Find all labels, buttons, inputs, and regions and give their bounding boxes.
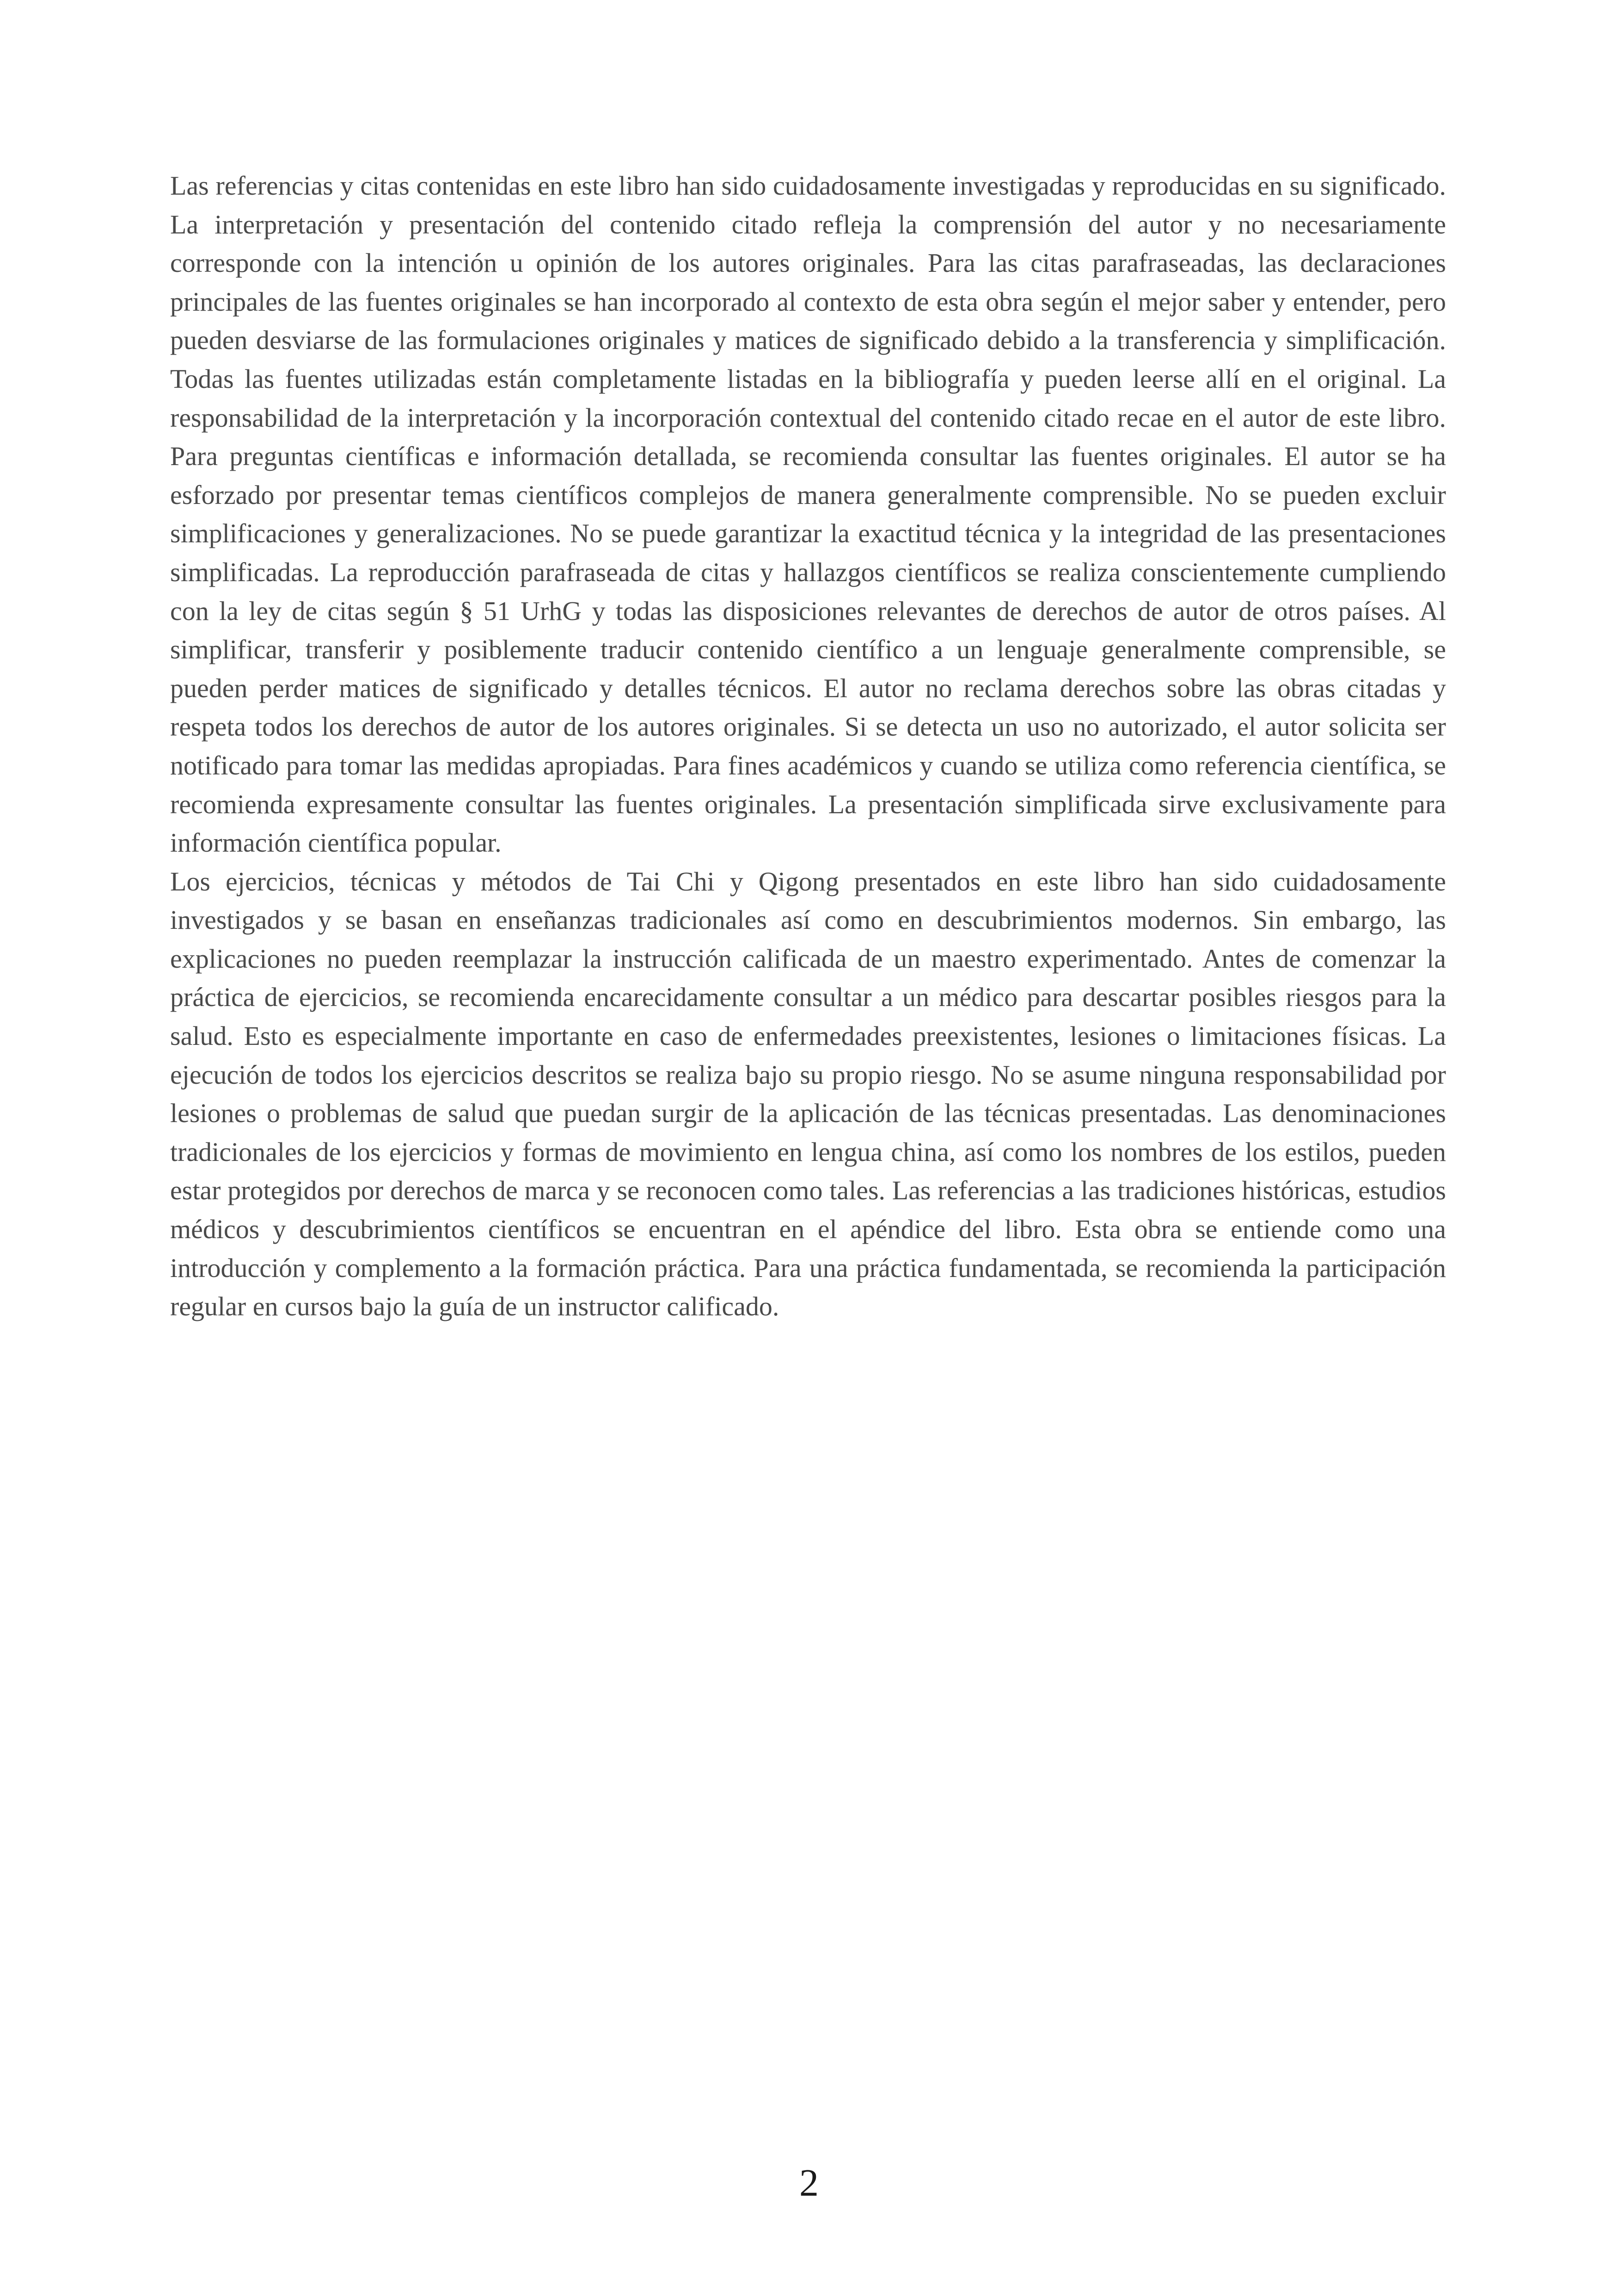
body-text <box>170 166 1446 1326</box>
paragraph-citation-disclaimer: Las referencias y citas contenidas en este libro han sido cuidadosamente investigadas y reproducidas en su significado. La interpretación y presentación del contenido citado refleja la comprensión del autor y no necesariamente corresponde con la intención u opinión de los autores originales. Para las citas parafraseadas, las declaraciones principales de las fuentes originales se han incorporado al contexto de esta obra según el mejor saber y entender, pero pueden desviarse de las formulaciones originales y matices de significado debido a la transferencia y simplificación. Todas las fuentes utilizadas están completamente listadas en la bibliografía y pueden leerse allí en el original. La responsabilidad de la interpretación y la incorporación contextual del contenido citado recae en el autor de este libro. Para preguntas científicas e información detallada, se recomienda consultar las fuentes originales. El autor se ha esforzado por presentar temas científicos complejos de manera generalmente comprensible. No se pueden excluir simplificaciones y generalizaciones. No se puede garantizar la exactitud técnica y la integridad de las presentaciones simplificadas. La reproducción parafraseada de citas y hallazgos científicos se realiza conscientemente cumpliendo con la ley de citas según § 51 UrhG y todas las disposiciones relevantes de derechos de autor de otros países. Al simplificar, transferir y posiblemente traducir contenido científico a un lenguaje generalmente comprensible, se pueden perder matices de significado y detalles técnicos. El autor no reclama derechos sobre las obras citadas y respeta todos los derechos de autor de los autores originales. Si se detecta un uso no autorizado, el autor solicita ser notificado para tomar las medidas apropiadas. Para fines académicos y cuando se utiliza como referencia científica, se recomienda expresamente consultar las fuentes originales. La presentación simplificada sirve exclusivamente para información científica popular. <box>170 171 1446 858</box>
page-number: 2 <box>799 2161 819 2204</box>
paragraph-exercise-disclaimer: Los ejercicios, técnicas y métodos de Tai Chi y Qigong presentados en este libro han sido cuidadosamente investigados y se basan en enseñanzas tradicionales así como en descubrimientos modernos. Sin embargo, las explicaciones no pueden reemplazar la instrucción calificada de un maestro experimentado. Antes de comenzar la práctica de ejercicios, se recomienda encarecidamente consultar a un médico para descartar posibles riesgos para la salud. Esto es especialmente importante en caso de enfermedades preexistentes, lesiones o limitaciones físicas. La ejecución de todos los ejercicios descritos se realiza bajo su propio riesgo. No se asume ninguna responsabilidad por lesiones o problemas de salud que puedan surgir de la aplicación de las técnicas presentadas. Las denominaciones tradicionales de los ejercicios y formas de movimiento en lengua china, así como los nombres de los estilos, pueden estar protegidos por derechos de marca y se reconocen como tales. Las referencias a las tradiciones históricas, estudios médicos y descubrimientos científicos se encuentran en el apéndice del libro. Esta obra se entiende como una introducción y complemento a la formación práctica. Para una práctica fundamentada, se recomienda la participación regular en cursos bajo la guía de un instructor calificado. <box>170 866 1446 1322</box>
